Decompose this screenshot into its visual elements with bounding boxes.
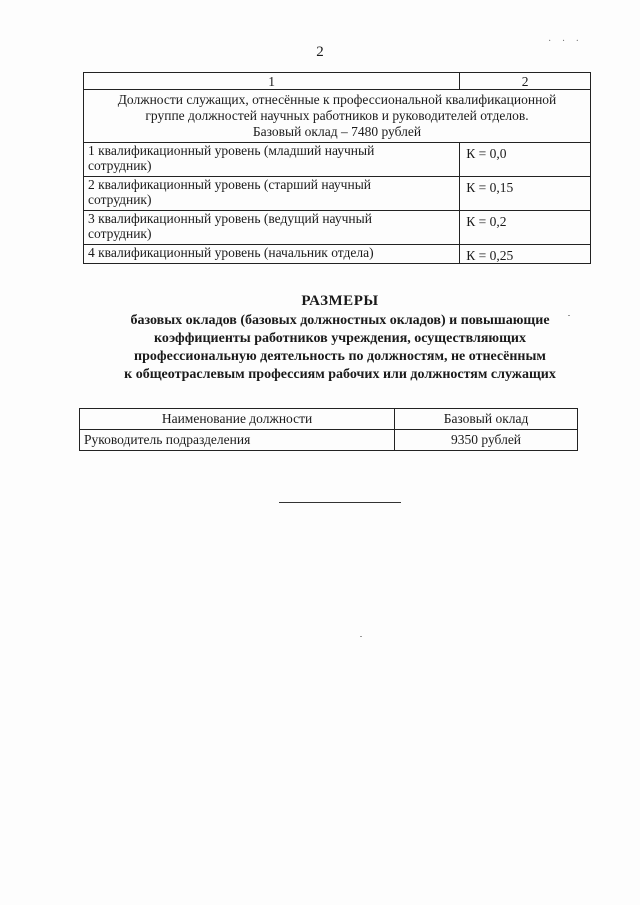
group-base-salary: Базовый оклад – 7480 рублей — [252, 124, 422, 139]
qualification-table — [83, 72, 591, 264]
salary-cell: 9350 рублей — [395, 430, 578, 451]
header-col-2: 2 — [460, 73, 591, 90]
table-row — [84, 177, 591, 211]
table-row — [84, 211, 591, 245]
level-line: сотрудник) — [88, 226, 152, 241]
table-row — [80, 430, 578, 451]
subtitle-line: базовых окладов (базовых должностных окладов) и повышающие — [130, 313, 550, 328]
level-line: 3 квалификационный уровень (ведущий научный — [88, 211, 372, 226]
level-cell — [84, 143, 460, 177]
level-line: 2 квалификационный уровень (старший научный — [88, 177, 371, 192]
scan-artifact: · · · — [548, 36, 583, 47]
level-line: сотрудник) — [88, 192, 152, 207]
table-row — [84, 245, 591, 264]
level-line: 1 квалификационный уровень (младший научный — [88, 143, 375, 158]
level-cell — [84, 211, 460, 245]
salary-table — [79, 408, 578, 451]
level-cell — [84, 177, 460, 211]
end-divider — [279, 502, 401, 503]
position-cell: Руководитель подразделения — [80, 430, 395, 451]
header-position: Наименование должности — [80, 409, 395, 430]
group-row — [84, 90, 591, 143]
scan-speck — [568, 315, 570, 316]
page-number: 2 — [316, 44, 324, 60]
subtitle-line: к общеотраслевым профессиям рабочих или должностям служащих — [124, 367, 556, 382]
table-header-row — [80, 409, 578, 430]
section-title: РАЗМЕРЫ — [301, 293, 379, 309]
subtitle-line: коэффициенты работников учреждения, осуществляющих — [154, 331, 526, 346]
coefficient-cell: К = 0,2 — [460, 211, 591, 245]
subtitle-line: профессиональную деятельность по должностям, не отнесённым — [134, 349, 546, 364]
coefficient-cell: К = 0,0 — [460, 143, 591, 177]
group-line: группе должностей научных работников и руководителей отделов. — [145, 108, 529, 123]
level-line: сотрудник) — [88, 158, 152, 173]
header-base-salary: Базовый оклад — [395, 409, 578, 430]
coefficient-cell: К = 0,15 — [460, 177, 591, 211]
coefficient-cell: К = 0,25 — [460, 245, 591, 264]
group-line: Должности служащих, отнесённые к профессиональной квалификационной — [117, 92, 557, 107]
table-row — [84, 143, 591, 177]
table-header-row — [84, 73, 591, 90]
level-cell — [84, 245, 460, 264]
section-subtitle — [80, 312, 600, 384]
group-description — [84, 90, 591, 143]
scan-speck — [360, 636, 362, 637]
header-col-1: 1 — [84, 73, 460, 90]
level-line: 4 квалификационный уровень (начальник отдела) — [88, 245, 374, 260]
